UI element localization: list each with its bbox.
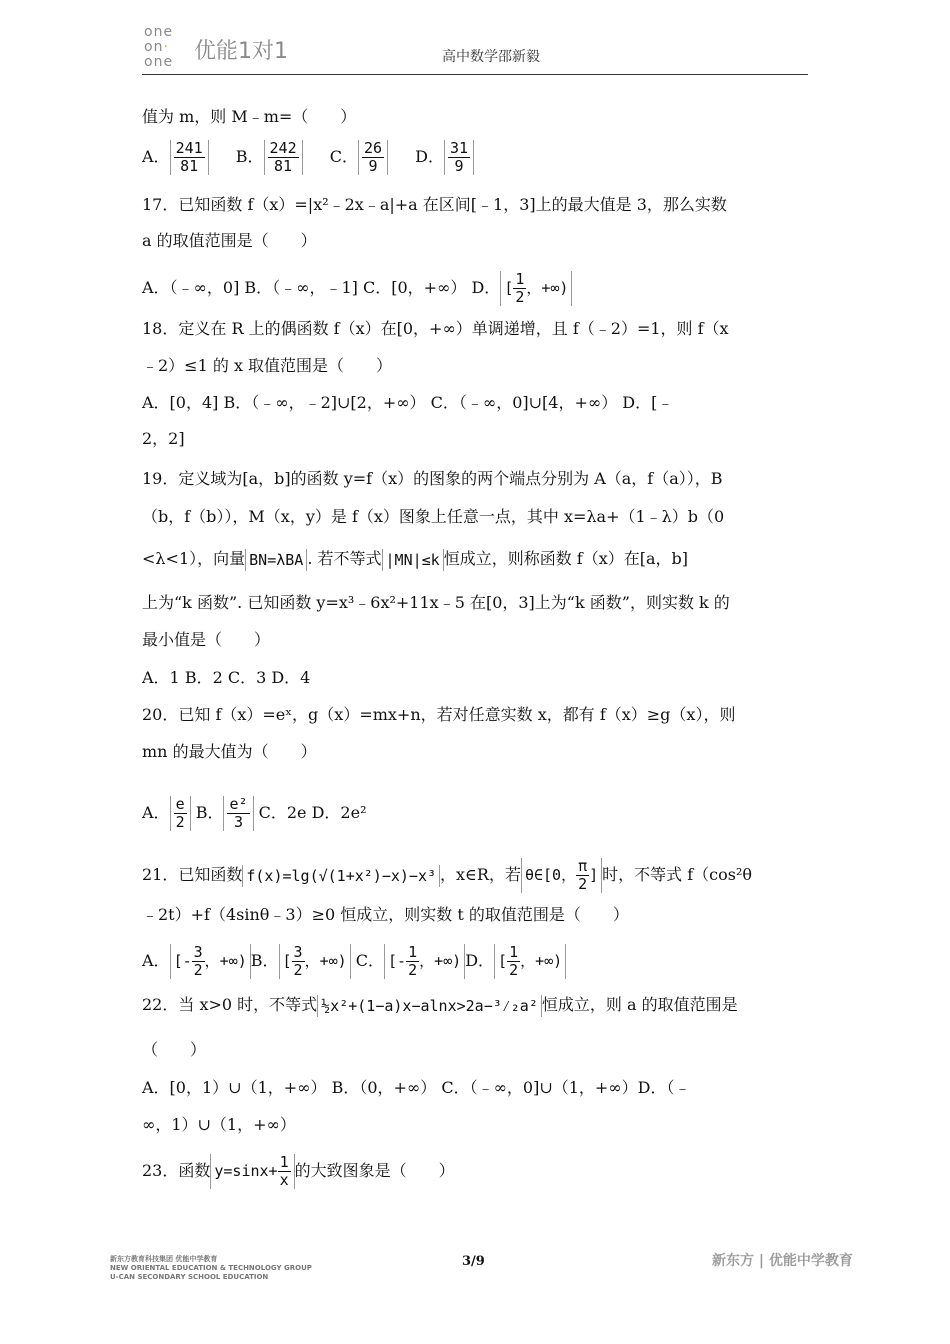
q17-options: A．（﹣∞，0] B．（﹣∞，﹣1] C．[0，+∞） D． [ $\frac{1}{2}$ ，+∞) [142, 271, 572, 306]
q19-line-4: 上为“k 函数”. 已知函数 y=x³﹣6x²+11x﹣5 在[0，3]上为“k 函数”，则实数 k 的 [142, 593, 730, 612]
q22-options-cont: ∞，1）∪（1，+∞） [142, 1115, 296, 1134]
q16-option-d: D． $\frac{31}{9}$ [415, 140, 474, 175]
q16-option-c: C． $\frac{26}{9}$ [330, 140, 388, 175]
q16-text: 值为 m，则 M﹣m=（ ） [142, 107, 357, 126]
q17-line-1: 17．已知函数 f（x）=|x²﹣2x﹣a|+a 在区间[﹣1，3]上的最大值是 3，那么实数 [142, 195, 727, 214]
q19-options: A．1 B．2 C．3 D．4 [142, 668, 311, 687]
q19-line-2: （b，f（b）），M（x，y）是 f（x）图象上任意一点，其中 x=λa+（1﹣λ）b（0 [142, 507, 725, 526]
q16-option-a: A． $\frac{241}{81}$ [142, 140, 209, 175]
q23-line-1: 23．函数 y=sinx+ $\frac{1}{x}$ 的大致图象是（ ） [142, 1153, 455, 1189]
q16-options [142, 140, 496, 175]
inequality-expression: ½x²+(1−a)x−alnx>2a−³⁄₂a² [317, 995, 542, 1017]
q21-line-2: ﹣2t）+f（4sinθ﹣3）≥0 恒成立，则实数 t 的取值范围是（ ） [142, 905, 629, 924]
q20-line-2: mn 的最大值为（ ） [142, 742, 317, 761]
logo-icon: one on· one [144, 24, 174, 70]
inequality-expression: |MN|≤k [382, 549, 444, 571]
q22-line-2: （ ） [142, 1040, 207, 1059]
q21-options: A． [- $\frac{3}{2}$ ，+∞) B． [ $\frac{3}{2}$ ，+∞) C． [- $\frac{1}{2}$ ，+∞) D． [ $\frac{1}{2}$ ，+∞) [142, 944, 566, 979]
vector-expression: BN=λBA [245, 549, 307, 571]
q19-line-3: <λ<1），向量 BN=λBA . 若不等式 |MN|≤k 恒成立，则称函数 f（x）在[a，b] [142, 549, 689, 569]
footer-logo: 新东方 | 优能中学教育 [712, 1253, 853, 1269]
q22-options: A．[0，1）∪（1，+∞） B．（0，+∞） C．（﹣∞，0]∪（1，+∞）D．（﹣ [142, 1078, 691, 1097]
q19-line-5: 最小值是（ ） [142, 630, 271, 649]
page-header [142, 22, 808, 75]
q20-line-1: 20．已知 f（x）=eˣ，g（x）=mx+n，若对任意实数 x，都有 f（x）≥g（x），则 [142, 705, 736, 724]
footer-org: 新东方教育科技集团 优能中学教育 NEW ORIENTAL EDUCATION & TECHNOLOGY GROUP U-CAN SECONDARY SCHOOL EDUCATION [110, 1255, 312, 1281]
q19-line-1: 19．定义域为[a，b]的函数 y=f（x）的图象的两个端点分别为 A（a，f（a）），B [142, 469, 723, 488]
function-expression: y=sinx+ $\frac{1}{x}$ [210, 1154, 294, 1189]
q17-line-2: a 的取值范围是（ ） [142, 231, 317, 250]
q18-options-cont: 2，2] [142, 429, 185, 448]
q18-line-1: 18．定义在 R 上的偶函数 f（x）在[0，+∞）单调递增，且 f（﹣2）=1，则 f（x [142, 319, 729, 338]
q22-line-1: 22．当 x>0 时，不等式 ½x²+(1−a)x−alnx>2a−³⁄₂a² 恒成立，则 a 的取值范围是 [142, 995, 738, 1015]
header-title: 高中数学邵新毅 [442, 49, 540, 65]
brand-name: 优能1对1 [194, 39, 288, 64]
q21-line-1: 21．已知函数 f(x)=lg(√(1+x²)−x)−x³ ，x∈R，若 θ∈[0， $\frac{\pi}{2}$ ] 时，不等式 f（cos²θ [142, 857, 753, 893]
q18-options: A．[0，4] B．（﹣∞，﹣2]∪[2，+∞） C．（﹣∞，0]∪[4，+∞） D．[﹣ [142, 393, 674, 412]
q20-options: A． $\frac{e}{2}$ B． $\frac{\text{e²}}{3}$ C．2e D．2e² [142, 795, 367, 831]
q16-option-b: B． $\frac{242}{81}$ [236, 140, 303, 175]
function-expression: f(x)=lg(√(1+x²)−x)−x³ [242, 865, 440, 887]
q18-line-2: ﹣2）≤1 的 x 取值范围是（ ） [142, 356, 393, 375]
page-number: 3/9 [462, 1254, 485, 1269]
theta-condition: θ∈[0， $\frac{\pi}{2}$ ] [521, 858, 602, 893]
